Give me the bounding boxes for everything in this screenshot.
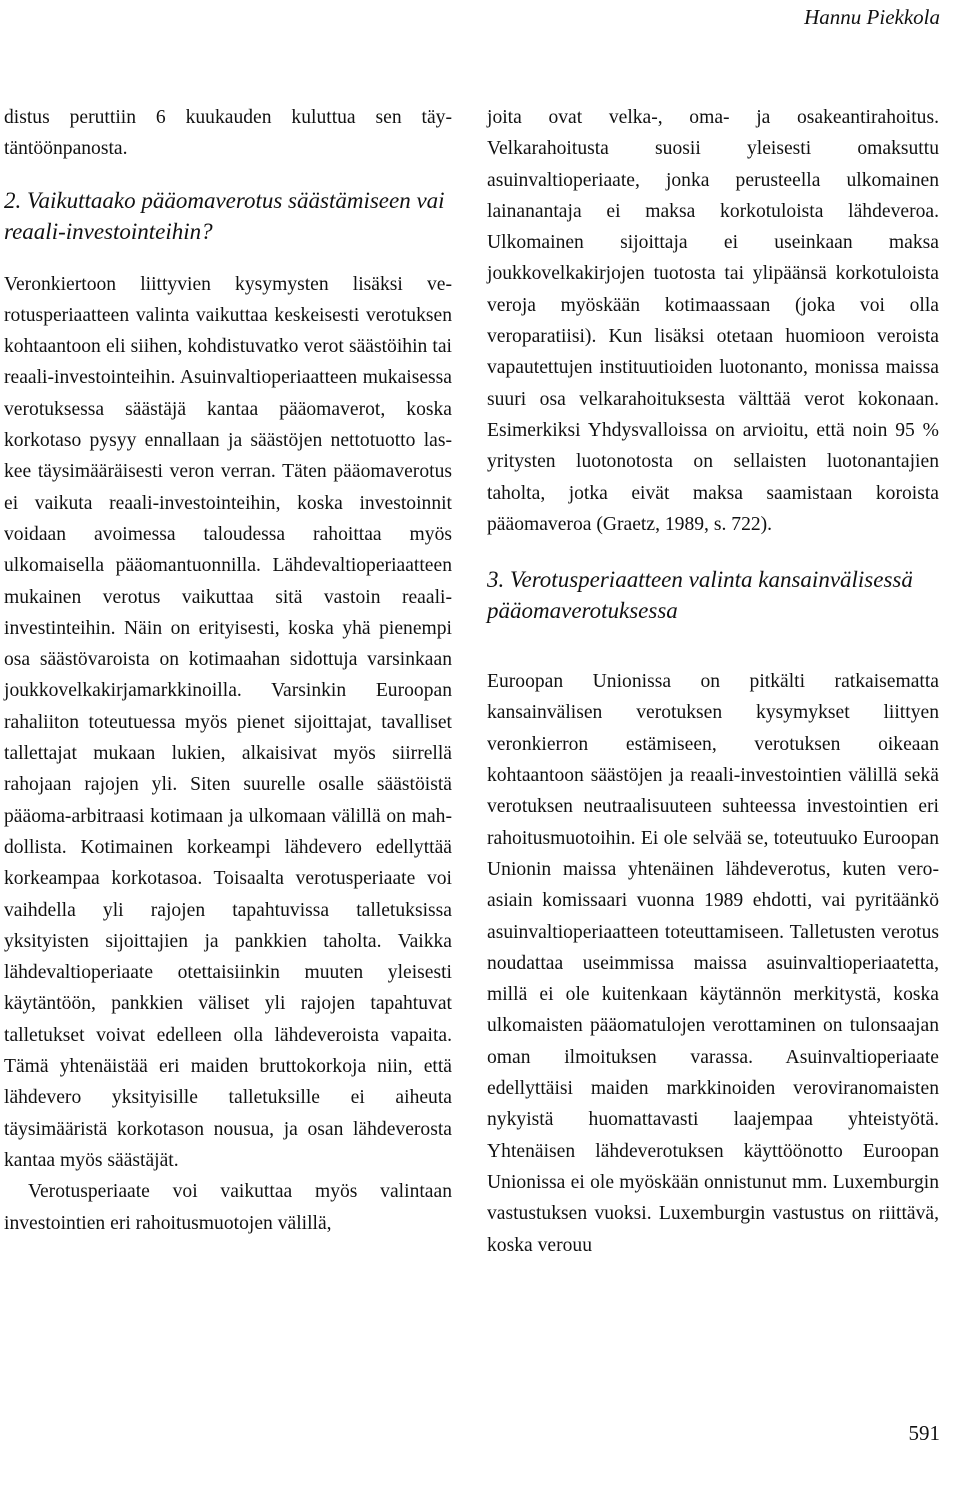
paragraph-continued: distus peruttiin 6 kuukauden kuluttua sen täytäntöönpanosta. [4,107,452,160]
paragraph-continued-right: joita ovat velka-, oma- ja osakeantirahoitus. Velkarahoitusta suosii yleisesti omaksuttu asuinvaltioperiaate, jonka perusteella ulkomainen lainanantaja ei maksa korkotuloista lähdeveroa. Ulkomainen sijoittaja ei useinkaan maksa joukkovelkakirjojen tuotosta tai ylipäänsä korkotuloista veroja myöskään kotimaassaan (joka voi olla veroparatiisi). Kun lisäksi otetaan huomioon veroista vapautettujen instituutioiden luotonanto, monissa maissa suuri osa velkarahoituksesta välttää verot kokonaan. Esimerkiksi Yhdysvalloissa on arvioitu, että noin 95 % yritysten luotonotosta on sellaisten luotonantajien taholta, jotka eivät maksa saamistaan koroista pääomaveroa (Graetz, 1989, s. 722). [487,107,939,535]
paragraph-verotusperiaate-vaikutus: Veronkiertoon liittyvien kysymysten lisäksi verotusperiaatteen valinta vaikuttaa keskeisesti verotuksen kohtaantoon eli siihen, kohdistuvatko verot säästöihin tai reaali-investointeihin. Asuinvaltioperiaatteen mukaisessa verotuksessa säästäjä kantaa pääomaverot, koska korkotaso pysyy ennallaan ja säästöjen nettotuotto laskee täysimääräisesti veron verran. Täten pääomaverotus ei vaikuta reaali-investointeihin, koska investoinnit voidaan avoimessa taloudessa rahoittaa myös ulkomaisella pääomantuonnilla. Lähdevaltioperiaatteen mukainen verotus vaikuttaa sitä vastoin reaali-investinteihin. Näin on erityisesti, koska yhä pienempi osa säästövaroista on kotimaahan sidottuja varsinkaan joukkovelkakirjamarkkinoilla. Varsinkin Euroopan rahaliiton toteutuessa myös pienet sijoittajat, tavalliset tallettajat mukaan lukien, alkaisivat myös siirrellä rahojaan rajojen yli. Siten suurelle osalle säästöistä pääoma-arbitraasi kotimaan ja ulkomaan välillä on mahdollista. Kotimainen korkeampi lähdevero edellyttää korkeampaa korkotasoa. Toisaalta verotusperiaate voi vaihdella yli rajojen tapahtuvissa talletuksissa yksityisten sijoittajien ja pankkien taholta. Vaikka lähdevaltioperiaate otettaisiinkin muuten yleisesti käytäntöön, pankkien väliset yli rajojen tapahtuvat talletukset voivat edelleen olla lähdeveroista vapaita. Tämä yhtenäistää eri maiden bruttokorkoja niin, että lähdevero yksityisille talletuksille ei aiheuta täysimääristä korkotason nousua, ja osan lähdeverosta kantaa myös säästäjät. [4,273,452,1171]
paragraph-rahoitusmuodot: Verotusperiaate voi vaikuttaa myös valintaan investointien eri rahoitusmuotojen välillä, [4,1181,452,1234]
paragraph-euroopan-unioni: Euroopan Unionissa on pitkälti ratkaisematta kansainvälisen verotuksen kysymykset liittyen veronkierron estämiseen, verotuksen oikeaan kohtaantoon säästöjen ja reaali-investointien välillä sekä verotuksen neutraalisuuteen suhteessa investointien eri rahoitusmuotoihin. Ei ole selvää se, toteutuuko Euroopan Unionin maissa yhtenäinen lähdeverotus, kuten veroasiain komissaari vuonna 1989 ehdotti, vai pyritäänkö asuinvaltioperiaatteen toteuttamiseen. Talletusten verotus noudattaa useimmissa maissa asuinvaltioperiaatetta, millä ei ole kuitenkaan käytännön merkitystä, koska ulkomaisten pääomatulojen verottaminen on tulonsaajan oman ilmoituksen varassa. Asuinvaltioperiaate edellyttäisi maiden markkinoiden veroviranomaisten nykyistä huomattavasti laajempaa yhteistyötä. Yhtenäisen lähdeverotuksen käyttöönotto Euroopan Unionissa ei ole myöskään onnistunut mm. Luxemburgin vastustuksen vuoksi. Luxemburgin vastustus on riittävä, koska verouu [487,671,939,1256]
left-column [4,102,452,1239]
page-number: 591 [908,1421,940,1445]
right-column [487,102,939,1261]
section-heading-2: 2. Vaikuttaako pääomaverotus säästämiseen vai reaali-investointeihin? [4,187,445,244]
running-head: Hannu Piekkola [804,5,940,29]
section-heading-3: 3. Verotusperiaatteen valinta kansainvälisessä pääomaverotuksessa [487,567,913,624]
